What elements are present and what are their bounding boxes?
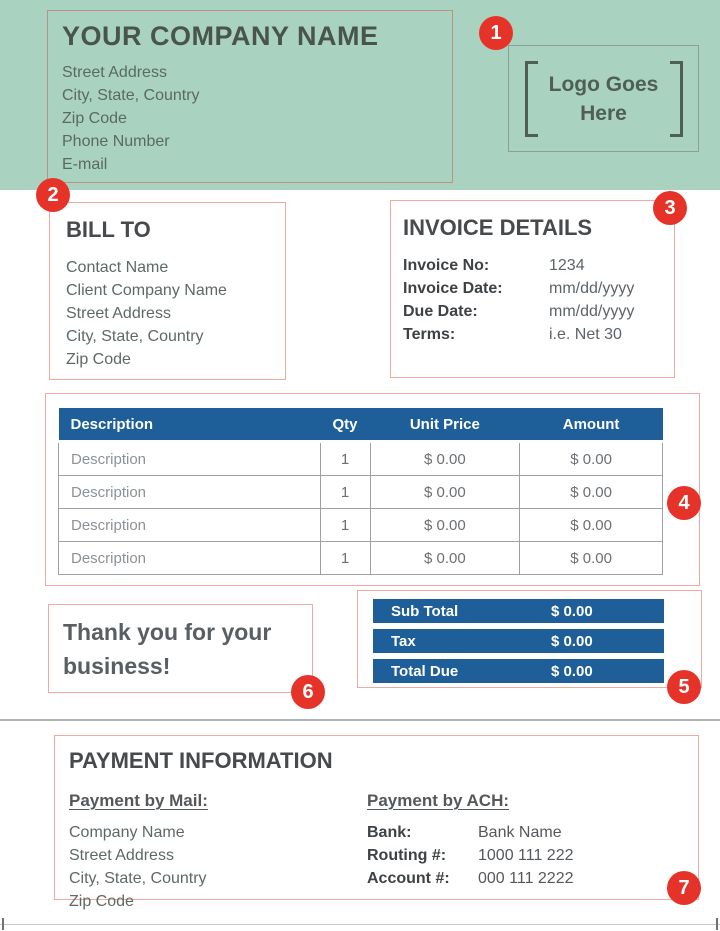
bank-value: Bank Name (478, 824, 562, 841)
payment-by-ach-heading: Payment by ACH: (367, 791, 510, 810)
table-header-row (59, 408, 663, 442)
annotation-badge-1: 1 (479, 16, 513, 50)
mail-zip-code: Zip Code (69, 893, 134, 910)
table-row (59, 542, 663, 575)
bill-to-client-company: Client Company Name (66, 282, 227, 299)
item-qty: 1 (320, 476, 370, 509)
invoice-details-section (390, 200, 675, 378)
line-items-section (45, 393, 700, 586)
total-due-label: Total Due (391, 662, 459, 680)
bill-to-street-address: Street Address (66, 305, 171, 322)
header-amount: Amount (520, 408, 663, 442)
page-bottom-edge (0, 924, 720, 925)
payment-by-mail-heading: Payment by Mail: (69, 791, 208, 810)
invoice-date-label: Invoice Date: (403, 280, 503, 297)
invoice-date-value: mm/dd/yyyy (549, 280, 635, 297)
routing-row (367, 844, 574, 867)
payment-information-section (54, 735, 699, 910)
annotation-badge-4: 4 (667, 486, 701, 520)
payment-by-ach-column (367, 787, 574, 913)
due-date-row (403, 300, 662, 323)
company-zip-code: Zip Code (62, 110, 127, 127)
table-row (59, 509, 663, 542)
table-row (59, 442, 663, 476)
account-row (367, 867, 574, 890)
account-value: 000 111 2222 (478, 870, 574, 887)
tax-row (373, 629, 664, 653)
bill-to-city-state: City, State, Country (66, 328, 204, 345)
bill-to-zip-code: Zip Code (66, 351, 131, 368)
terms-value: i.e. Net 30 (549, 326, 622, 343)
item-description: Description (59, 509, 321, 542)
thank-you-section (48, 604, 313, 693)
item-amount: $ 0.00 (520, 476, 663, 509)
item-description: Description (59, 442, 321, 476)
subtotal-row (373, 599, 664, 623)
annotation-badge-3: 3 (653, 191, 687, 225)
payment-information-title: PAYMENT INFORMATION (69, 748, 333, 773)
due-date-label: Due Date: (403, 303, 478, 320)
company-name: YOUR COMPANY NAME (62, 21, 379, 51)
routing-label: Routing #: (367, 847, 447, 864)
payment-columns (69, 787, 684, 913)
bank-label: Bank: (367, 824, 412, 841)
item-unit-price: $ 0.00 (370, 476, 520, 509)
invoice-number-label: Invoice No: (403, 257, 490, 274)
invoice-number-value: 1234 (549, 257, 585, 274)
item-qty: 1 (320, 509, 370, 542)
bill-to-contact-name: Contact Name (66, 259, 169, 276)
invoice-number-row (403, 254, 662, 277)
logo-placeholder-text: Logo Goes Here (548, 72, 659, 125)
item-unit-price: $ 0.00 (370, 542, 520, 575)
subtotal-value: $ 0.00 (551, 602, 593, 620)
subtotal-label: Sub Total (391, 602, 459, 620)
company-city-state: City, State, Country (62, 87, 200, 104)
right-bracket-icon (670, 61, 683, 137)
item-unit-price: $ 0.00 (370, 509, 520, 542)
header-band (0, 0, 720, 190)
mail-city-state: City, State, Country (69, 870, 207, 887)
routing-value: 1000 111 222 (478, 847, 574, 864)
company-email: E-mail (62, 156, 108, 173)
invoice-details-title: INVOICE DETAILS (403, 215, 593, 240)
mail-street-address: Street Address (69, 847, 174, 864)
item-description: Description (59, 476, 321, 509)
invoice-date-row (403, 277, 662, 300)
item-amount: $ 0.00 (520, 509, 663, 542)
bill-to-title: BILL TO (66, 217, 151, 242)
due-date-value: mm/dd/yyyy (549, 303, 635, 320)
item-qty: 1 (320, 442, 370, 476)
page-divider-line (0, 719, 720, 721)
company-phone: Phone Number (62, 133, 170, 150)
bottom-right-tick (716, 918, 718, 930)
header-description: Description (59, 408, 321, 442)
left-bracket-icon (525, 61, 538, 137)
header-qty: Qty (320, 408, 370, 442)
annotation-badge-2: 2 (36, 178, 70, 212)
tax-value: $ 0.00 (551, 632, 593, 650)
terms-label: Terms: (403, 326, 456, 343)
item-unit-price: $ 0.00 (370, 442, 520, 476)
item-amount: $ 0.00 (520, 542, 663, 575)
annotation-badge-6: 6 (291, 675, 325, 709)
company-info-box (47, 10, 453, 183)
bottom-left-tick (2, 918, 4, 930)
line-items-table (58, 408, 663, 575)
thank-you-message: Thank you for your business! (63, 619, 272, 679)
item-description: Description (59, 542, 321, 575)
account-label: Account #: (367, 870, 450, 887)
terms-row (403, 323, 662, 346)
annotation-badge-7: 7 (667, 871, 701, 905)
bank-row (367, 821, 574, 844)
ach-details (367, 821, 574, 890)
mail-company-name: Company Name (69, 824, 185, 841)
bill-to-section (49, 202, 286, 380)
table-row (59, 476, 663, 509)
item-amount: $ 0.00 (520, 442, 663, 476)
annotation-badge-5: 5 (667, 670, 701, 704)
item-qty: 1 (320, 542, 370, 575)
total-due-value: $ 0.00 (551, 662, 593, 680)
company-street-address: Street Address (62, 64, 167, 81)
tax-label: Tax (391, 632, 416, 650)
logo-placeholder-box (508, 45, 699, 152)
payment-by-mail-column (69, 787, 367, 913)
header-unit-price: Unit Price (370, 408, 520, 442)
totals-section (357, 590, 702, 688)
total-due-row (373, 659, 664, 683)
